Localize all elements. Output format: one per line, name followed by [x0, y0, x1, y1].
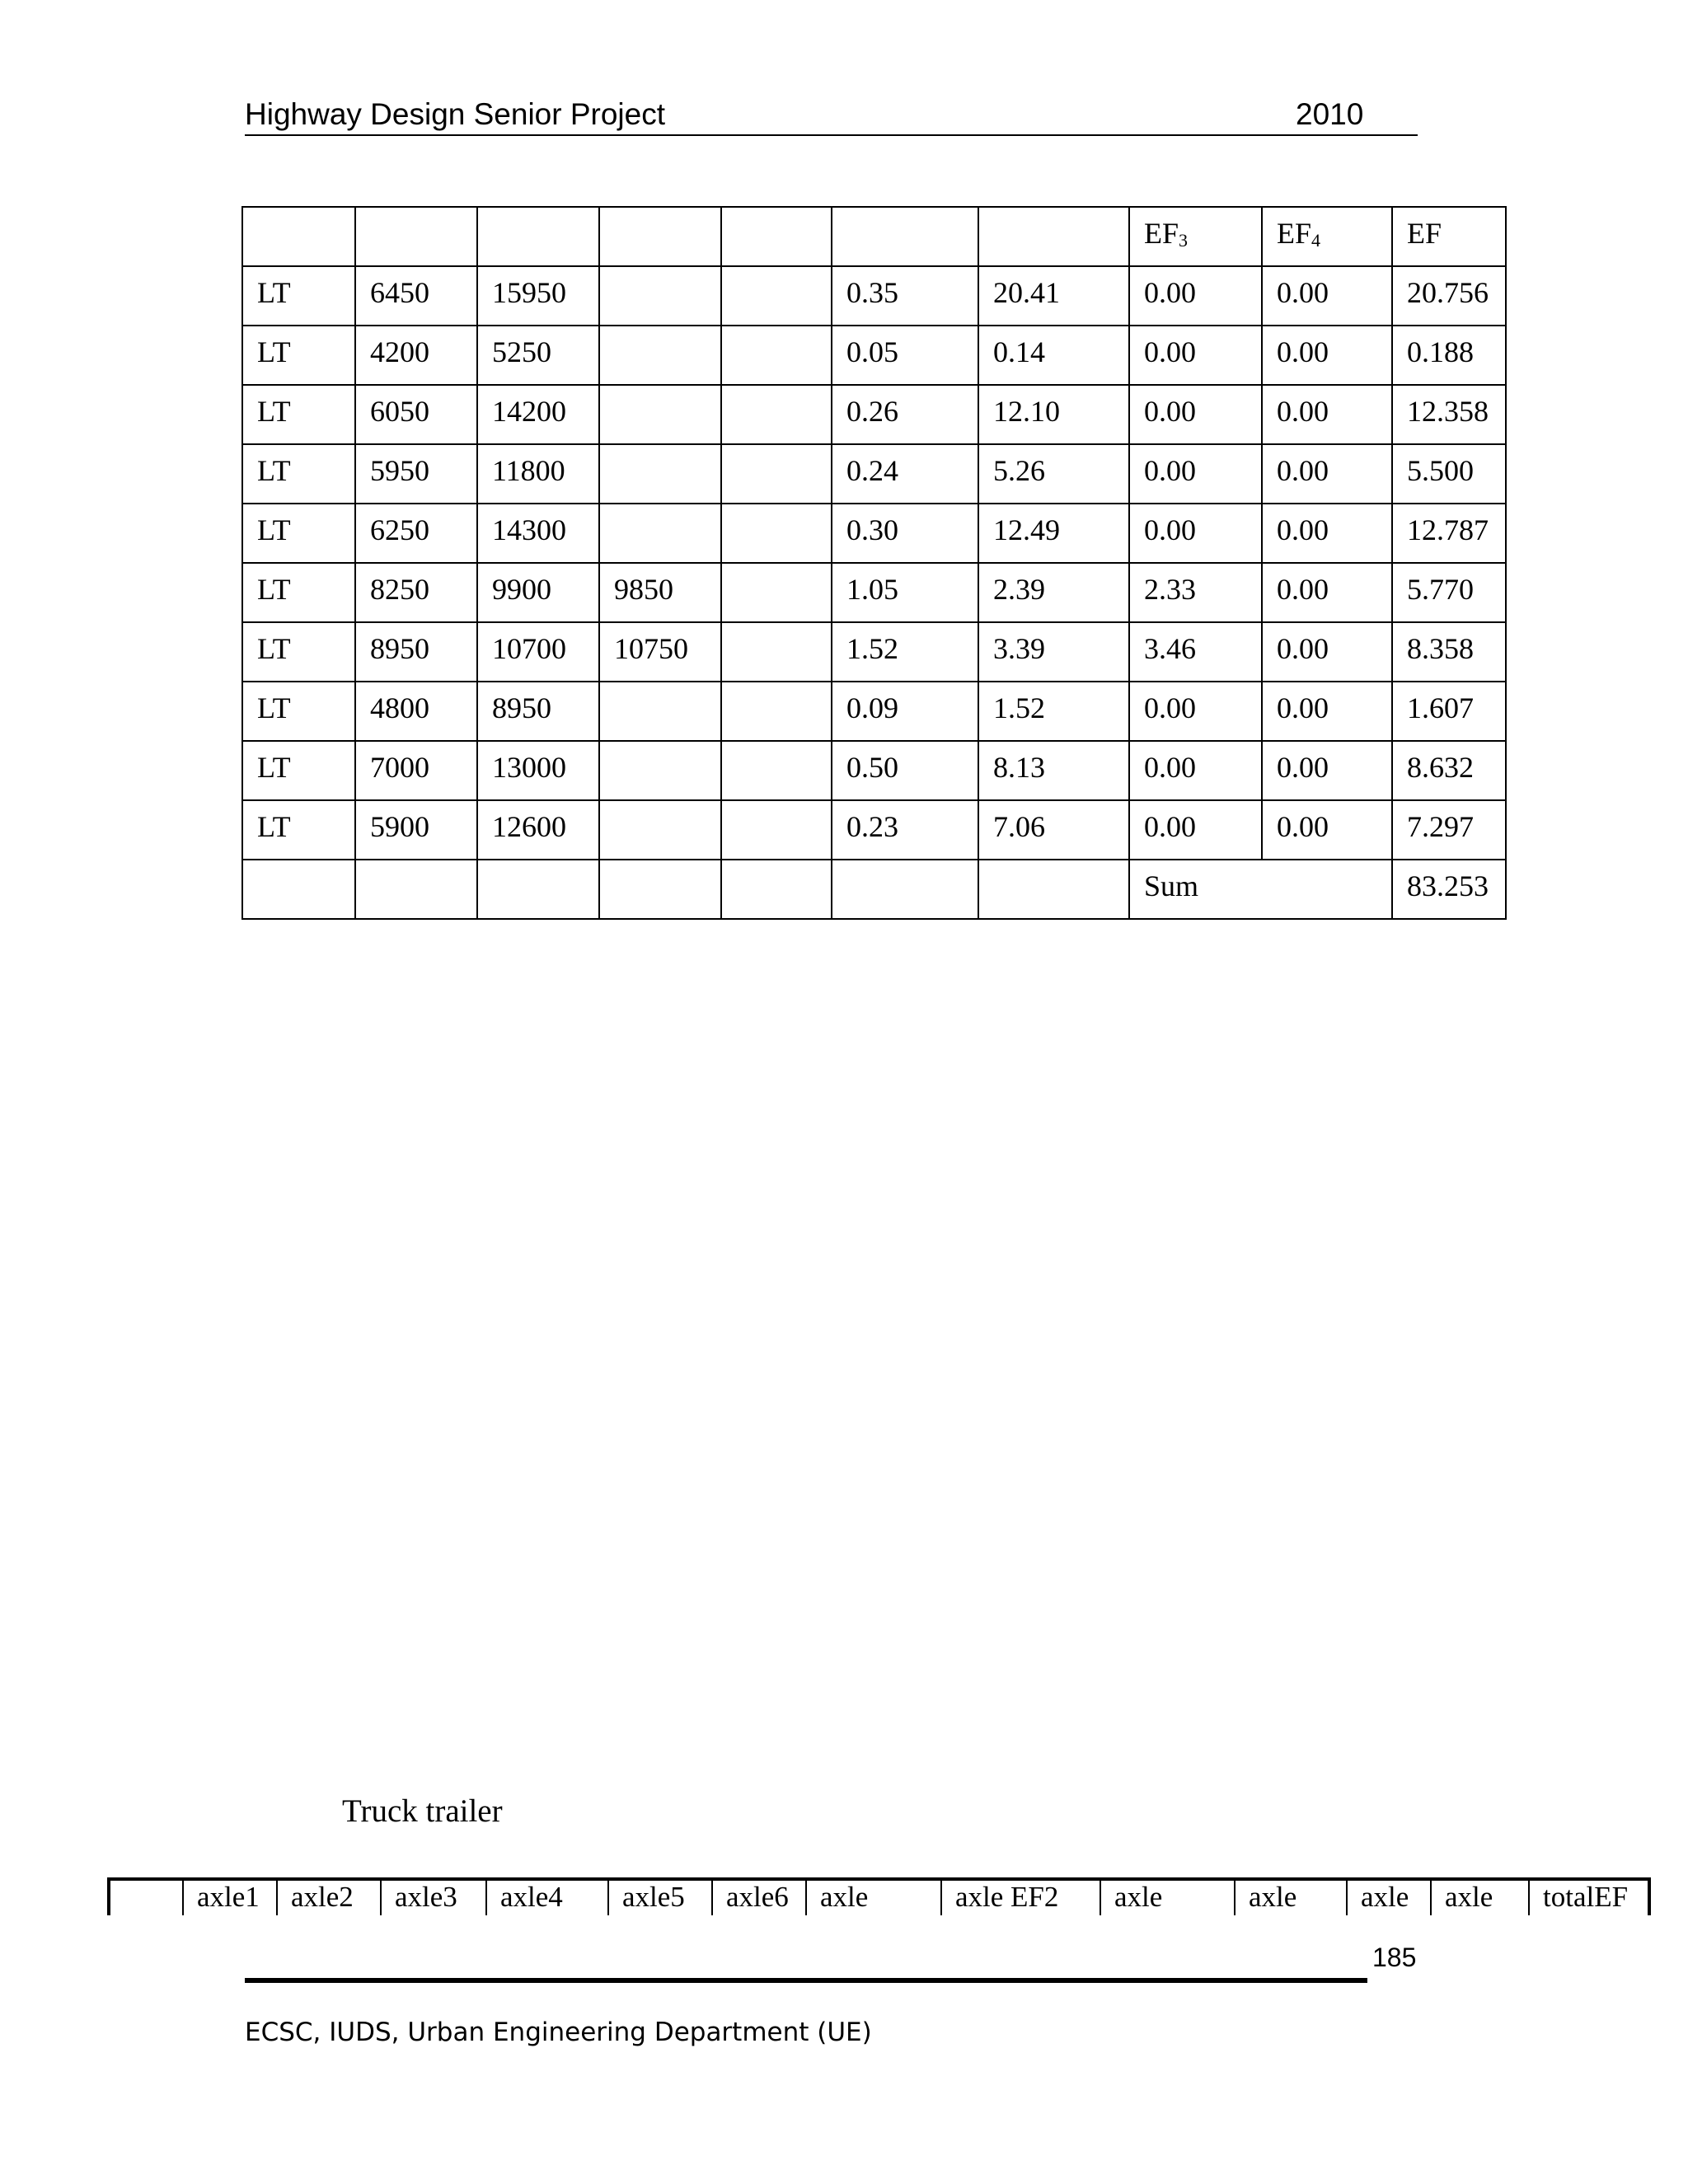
header-cell	[242, 207, 355, 266]
table-cell: 5950	[355, 444, 477, 504]
table-cell: 0.00	[1129, 385, 1262, 444]
table-cell: 0.00	[1129, 266, 1262, 326]
table-cell: 0.05	[832, 326, 978, 385]
table-cell: 0.24	[832, 444, 978, 504]
table-cell: 0.00	[1262, 504, 1392, 563]
empty-cell	[242, 860, 355, 919]
ef-header-row	[242, 207, 1506, 266]
header-cell	[599, 207, 721, 266]
table-cell: 8.358	[1392, 622, 1506, 682]
table-cell: 13000	[477, 741, 599, 800]
empty-cell	[832, 860, 978, 919]
table-cell: 8950	[477, 682, 599, 741]
empty-cell	[355, 860, 477, 919]
empty-cell	[978, 860, 1129, 919]
table-row	[242, 682, 1506, 741]
trailer-header-cell: axle3	[381, 1879, 486, 1915]
table-cell: 5250	[477, 326, 599, 385]
table-cell: LT	[242, 800, 355, 860]
table-cell: 0.00	[1262, 385, 1392, 444]
table-cell: 1.607	[1392, 682, 1506, 741]
table-row	[242, 385, 1506, 444]
table-cell: 6450	[355, 266, 477, 326]
footer-text: ECSC, IUDS, Urban Engineering Department (UE)	[245, 2018, 872, 2047]
table-cell: 3.39	[978, 622, 1129, 682]
table-cell: 0.00	[1262, 266, 1392, 326]
table-row	[242, 563, 1506, 622]
ef-table-body	[242, 207, 1506, 919]
table-cell	[721, 682, 832, 741]
table-cell: 1.05	[832, 563, 978, 622]
table-cell: 0.00	[1262, 800, 1392, 860]
table-cell: 0.14	[978, 326, 1129, 385]
header-cell	[832, 207, 978, 266]
table-cell: 8.13	[978, 741, 1129, 800]
table-cell: 0.50	[832, 741, 978, 800]
table-cell: LT	[242, 266, 355, 326]
page-number: 185	[1372, 1943, 1417, 1972]
header-label: EF	[1407, 217, 1442, 250]
table-cell: 0.26	[832, 385, 978, 444]
trailer-header-row	[109, 1879, 1649, 1915]
table-cell: 12.358	[1392, 385, 1506, 444]
table-cell: 4200	[355, 326, 477, 385]
table-cell: 0.00	[1129, 682, 1262, 741]
table-cell: 15950	[477, 266, 599, 326]
table-cell: 2.33	[1129, 563, 1262, 622]
header-cell	[978, 207, 1129, 266]
table-cell: 0.188	[1392, 326, 1506, 385]
table-cell: 0.30	[832, 504, 978, 563]
table-cell	[599, 385, 721, 444]
table-cell: 1.52	[978, 682, 1129, 741]
table-cell: 0.00	[1262, 741, 1392, 800]
table-cell: LT	[242, 741, 355, 800]
table-cell: 9900	[477, 563, 599, 622]
table-row	[242, 741, 1506, 800]
trailer-header-cell: axle2	[277, 1879, 381, 1915]
table-cell: 12.787	[1392, 504, 1506, 563]
trailer-table	[107, 1877, 1651, 1915]
table-cell: 0.00	[1262, 444, 1392, 504]
table-cell: 0.00	[1129, 800, 1262, 860]
table-cell	[721, 444, 832, 504]
sum-value: 83.253	[1392, 860, 1506, 919]
trailer-header-cell: axle	[1100, 1879, 1235, 1915]
header-rule	[245, 134, 1418, 136]
header-subscript: 3	[1179, 230, 1189, 251]
table-cell: 0.23	[832, 800, 978, 860]
ef-table	[241, 206, 1507, 920]
header-year: 2010	[1296, 97, 1364, 131]
table-cell: 5.26	[978, 444, 1129, 504]
empty-cell	[599, 860, 721, 919]
table-cell: 0.00	[1262, 682, 1392, 741]
table-cell: 7.297	[1392, 800, 1506, 860]
header-cell	[721, 207, 832, 266]
table-row	[242, 444, 1506, 504]
table-cell: 8.632	[1392, 741, 1506, 800]
table-cell: 5.770	[1392, 563, 1506, 622]
table-cell: 10700	[477, 622, 599, 682]
table-cell: 8950	[355, 622, 477, 682]
table-cell: 12600	[477, 800, 599, 860]
trailer-header-cell: axle	[1347, 1879, 1431, 1915]
header-label: EF	[1277, 217, 1312, 250]
sum-label: Sum	[1129, 860, 1392, 919]
table-row	[242, 266, 1506, 326]
table-row	[242, 622, 1506, 682]
table-cell: LT	[242, 326, 355, 385]
table-cell: LT	[242, 563, 355, 622]
header-cell	[1262, 207, 1392, 266]
table-cell: 0.00	[1129, 741, 1262, 800]
table-cell: 14300	[477, 504, 599, 563]
table-cell: 5.500	[1392, 444, 1506, 504]
table-cell: 2.39	[978, 563, 1129, 622]
header-cell	[1392, 207, 1506, 266]
table-cell	[721, 800, 832, 860]
header-title: Highway Design Senior Project	[245, 97, 666, 131]
table-cell: LT	[242, 622, 355, 682]
table-cell: LT	[242, 385, 355, 444]
header-label: EF	[1144, 217, 1179, 250]
table-cell: 12.10	[978, 385, 1129, 444]
table-cell	[599, 682, 721, 741]
table-cell	[721, 622, 832, 682]
header-cell	[1129, 207, 1262, 266]
table-cell: 0.09	[832, 682, 978, 741]
trailer-header-cell	[109, 1879, 183, 1915]
table-cell: 6050	[355, 385, 477, 444]
trailer-header-cell: axle EF2	[941, 1879, 1100, 1915]
table-cell: 11800	[477, 444, 599, 504]
table-row	[242, 504, 1506, 563]
table-cell: 8250	[355, 563, 477, 622]
trailer-header-cell: axle	[806, 1879, 941, 1915]
table-cell: 20.756	[1392, 266, 1506, 326]
empty-cell	[477, 860, 599, 919]
table-cell: LT	[242, 444, 355, 504]
trailer-header-cell: axle4	[486, 1879, 608, 1915]
table-cell: 7.06	[978, 800, 1129, 860]
table-cell: 7000	[355, 741, 477, 800]
table-cell	[721, 385, 832, 444]
table-cell: 0.00	[1129, 444, 1262, 504]
table-row	[242, 800, 1506, 860]
table-cell: 6250	[355, 504, 477, 563]
table-cell: 0.35	[832, 266, 978, 326]
table-cell	[721, 563, 832, 622]
table-cell: LT	[242, 682, 355, 741]
trailer-header-cell: axle	[1431, 1879, 1529, 1915]
table-cell: 0.00	[1129, 326, 1262, 385]
table-cell: 0.00	[1262, 326, 1392, 385]
table-cell: 5900	[355, 800, 477, 860]
trailer-caption: Truck trailer	[342, 1793, 503, 1829]
header-cell	[355, 207, 477, 266]
header-subscript: 4	[1311, 230, 1321, 251]
trailer-header-cell: axle	[1235, 1879, 1347, 1915]
trailer-header-cell: axle6	[712, 1879, 806, 1915]
table-cell	[599, 326, 721, 385]
table-cell: 20.41	[978, 266, 1129, 326]
table-cell	[721, 266, 832, 326]
table-cell: 1.52	[832, 622, 978, 682]
table-cell	[599, 800, 721, 860]
table-cell: 12.49	[978, 504, 1129, 563]
table-row	[242, 326, 1506, 385]
table-cell: 0.00	[1262, 563, 1392, 622]
table-cell	[599, 444, 721, 504]
table-cell	[599, 504, 721, 563]
trailer-header-cell: totalEF	[1529, 1879, 1649, 1915]
table-cell: 3.46	[1129, 622, 1262, 682]
header-cell	[477, 207, 599, 266]
table-cell	[599, 741, 721, 800]
table-cell: 4800	[355, 682, 477, 741]
table-cell	[721, 741, 832, 800]
table-cell: 9850	[599, 563, 721, 622]
table-cell	[599, 266, 721, 326]
table-cell: 14200	[477, 385, 599, 444]
footer-rule	[245, 1978, 1367, 1983]
trailer-header-cell: axle1	[183, 1879, 277, 1915]
trailer-header-cell: axle5	[608, 1879, 712, 1915]
table-cell: 0.00	[1129, 504, 1262, 563]
table-cell	[721, 326, 832, 385]
table-cell	[721, 504, 832, 563]
sum-row	[242, 860, 1506, 919]
empty-cell	[721, 860, 832, 919]
table-cell: 0.00	[1262, 622, 1392, 682]
table-cell: LT	[242, 504, 355, 563]
table-cell: 10750	[599, 622, 721, 682]
